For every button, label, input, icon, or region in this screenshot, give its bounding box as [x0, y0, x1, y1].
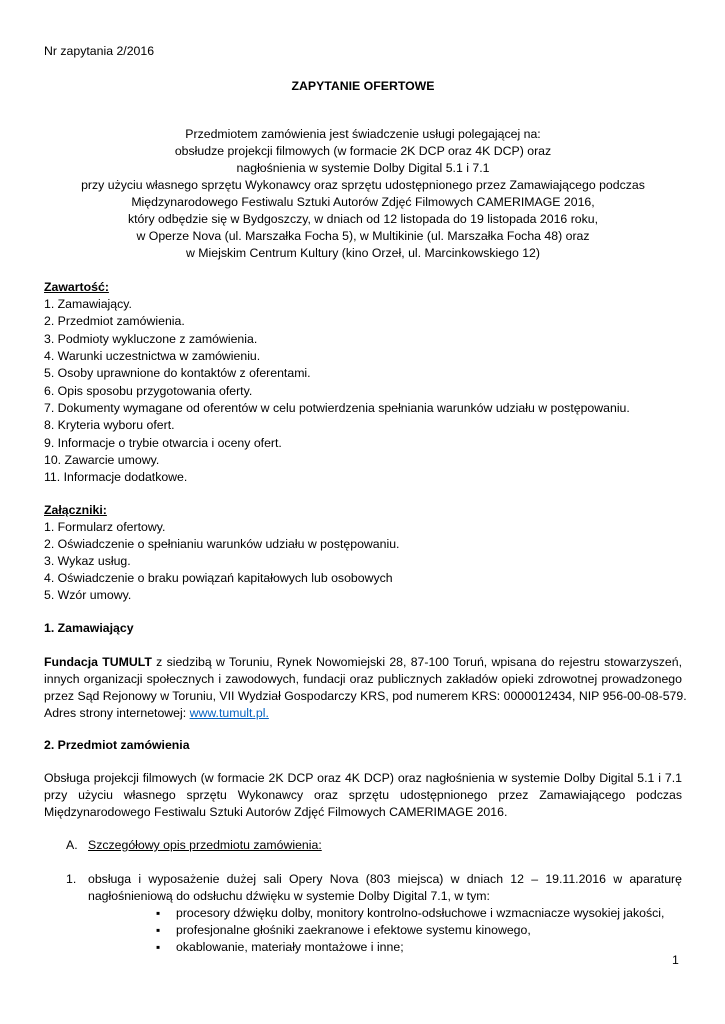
intro-line: Międzynarodowego Festiwalu Sztuki Autorów Zdjęć Filmowych CAMERIMAGE 2016, — [131, 195, 595, 209]
paragraph-line: Obsługa projekcji filmowych (w formacie 2K DCP oraz 4K DCP) oraz nagłośnienia w systemie Dolby Digital 5.1 i 7.1 — [44, 771, 682, 785]
contents-heading: Zawartość: — [44, 280, 109, 294]
attachment-item: 2. Oświadczenie o spełnianiu warunków udziału w postępowaniu. — [44, 537, 400, 551]
paragraph-line: innych organizacji społecznych i zawodowych, fundacji oraz publicznych zakładów opieki zdrowotnej prowadzonego — [44, 672, 682, 686]
attachment-item: 3. Wykaz usług. — [44, 554, 131, 568]
section-heading: 2. Przedmiot zamówienia — [44, 738, 190, 752]
list-item-text: obsługa i wyposażenie dużej sali Opery Nova (803 miejsca) w dniach 12 – 19.11.2016 w aparaturę — [88, 872, 682, 886]
paragraph-line: Międzynarodowego Festiwalu Sztuki Autorów Zdjęć Filmowych CAMERIMAGE 2016. — [44, 805, 508, 819]
intro-line: który odbędzie się w Bydgoszczy, w dniach od 12 listopada do 19 listopada 2016 roku, — [127, 212, 599, 226]
organization-name: Fundacja TUMULT — [44, 655, 152, 669]
contents-item: 9. Informacje o trybie otwarcia i oceny ofert. — [44, 436, 282, 450]
attachment-item: 4. Oświadczenie o braku powiązań kapitałowych lub osobowych — [44, 571, 393, 585]
intro-line: w Miejskim Centrum Kultury (kino Orzeł, ul. Marcinkowskiego 12) — [186, 246, 540, 260]
contents-item: 3. Podmioty wykluczone z zamówienia. — [44, 332, 258, 346]
contents-item: 7. Dokumenty wymagane od oferentów w celu potwierdzenia spełniania warunków udziału w postępowaniu. — [44, 401, 630, 415]
intro-line: Przedmiotem zamówienia jest świadczenie usługi polegającej na: — [185, 127, 541, 141]
paragraph-line: przy użyciu własnego sprzętu Wykonawcy oraz sprzętu udostępnionego przez Zamawiającego podczas — [44, 788, 682, 802]
list-marker: 1. — [66, 872, 77, 886]
contents-item: 2. Przedmiot zamówienia. — [44, 314, 185, 328]
contents-item: 1. Zamawiający. — [44, 297, 132, 311]
attachment-item: 1. Formularz ofertowy. — [44, 520, 166, 534]
website-line — [44, 706, 269, 720]
bullet-icon — [156, 906, 164, 920]
website-label: Adres strony internetowej: — [44, 706, 190, 720]
attachments-heading: Załączniki: — [44, 503, 107, 517]
contents-item: 6. Opis sposobu przygotowania oferty. — [44, 384, 253, 398]
subsection-marker: A. — [66, 838, 78, 852]
contents-item: 11. Informacje dodatkowe. — [44, 470, 188, 484]
contents-item: 8. Kryteria wyboru ofert. — [44, 418, 175, 432]
page-number: 1 — [672, 953, 679, 967]
contents-item: 10. Zawarcie umowy. — [44, 453, 160, 467]
document-page — [44, 0, 687, 1024]
paragraph-line: przez Sąd Rejonowy w Toruniu, VII Wydział Gospodarczy KRS, pod numerem KRS: 0000012434, NIP 956-00-08-579. — [44, 689, 687, 703]
subsection-title: Szczegółowy opis przedmiotu zamówienia: — [88, 838, 322, 852]
list-item-text: nagłośnieniową do odsłuchu dźwięku w systemie Dolby Digital 7.1, w tym: — [88, 889, 490, 903]
intro-line: nagłośnienia w systemie Dolby Digital 5.1 i 7.1 — [236, 161, 490, 175]
section-heading: 1. Zamawiający — [44, 621, 134, 635]
bullet-icon — [156, 923, 164, 937]
paragraph-line — [44, 655, 682, 669]
intro-line: przy użyciu własnego sprzętu Wykonawcy oraz sprzętu udostępnionego przez Zamawiającego podczas — [81, 178, 645, 192]
contents-item: 4. Warunki uczestnictwa w zamówieniu. — [44, 349, 261, 363]
bullet-text: profesjonalne głośniki zaekranowe i efektowe systemu kinowego, — [176, 923, 531, 937]
intro-line: obsłudze projekcji filmowych (w formacie 2K DCP oraz 4K DCP) oraz — [174, 144, 552, 158]
attachment-item: 5. Wzór umowy. — [44, 588, 132, 602]
document-title: ZAPYTANIE OFERTOWE — [291, 79, 435, 93]
intro-line: w Operze Nova (ul. Marszałka Focha 5), w Multikinie (ul. Marszałka Focha 48) oraz — [136, 229, 590, 243]
request-number: Nr zapytania 2/2016 — [44, 44, 155, 58]
bullet-text: okablowanie, materiały montażowe i inne; — [176, 940, 404, 954]
bullet-icon — [156, 940, 164, 954]
website-link[interactable]: www.tumult.pl. — [189, 706, 269, 720]
contents-item: 5. Osoby uprawnione do kontaktów z oferentami. — [44, 366, 311, 380]
bullet-text: procesory dźwięku dolby, monitory kontrolno-odsłuchowe i wzmacniacze wysokiej jakości, — [176, 906, 665, 920]
paragraph-text: z siedzibą w Toruniu, Rynek Nowomiejski 28, 87-100 Toruń, wpisana do rejestru stowarzyszeń, — [151, 655, 683, 669]
